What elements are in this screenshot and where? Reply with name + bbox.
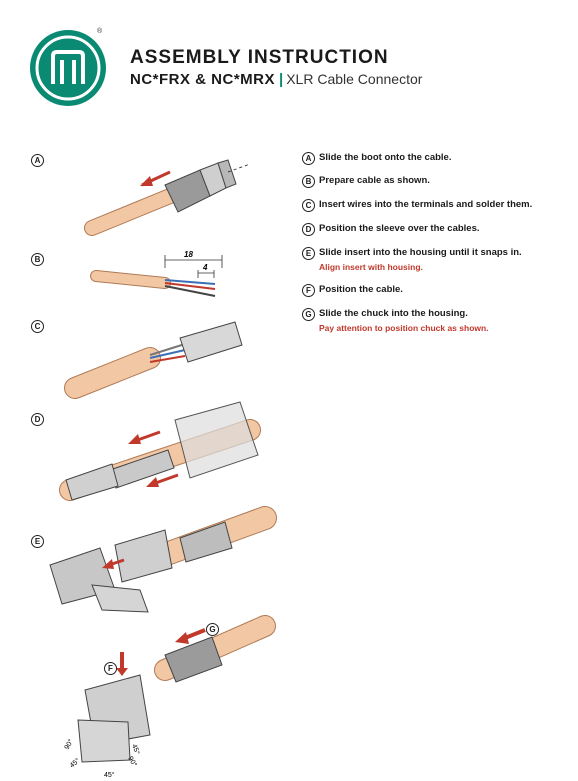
angle-label-1: 90° [63,738,76,751]
angle-label-5: 45° [130,743,141,756]
figure-marker-d: D [31,413,44,426]
registered-mark: ® [97,28,103,35]
model-names: NC*FRX & NC*MRX [130,71,276,88]
step-b [302,175,542,186]
step-marker: C [302,199,315,212]
dim-wire-length: 4 [203,263,208,272]
step-text: Prepare cable as shown. [319,175,430,186]
figure-c-illustration [75,322,242,388]
figure-fg-illustration [63,626,265,779]
step-text: Slide the boot onto the cable. [319,152,452,163]
step-text: Slide the chuck into the housing. [319,308,468,319]
step-marker: G [302,308,315,321]
figure-marker-b: B [31,253,44,266]
figure-e-illustration [50,518,265,612]
step-note: Align insert with housing. [319,262,423,272]
instruction-steps [302,152,542,334]
figure-marker-c: C [31,320,44,333]
step-d [302,223,542,234]
step-a [302,152,542,163]
angle-label-2: 45° [68,757,82,770]
figure-b-illustration [96,250,222,296]
step-marker: E [302,247,315,260]
step-c [302,199,542,210]
callout-f: F [104,662,117,675]
step-text: Slide insert into the housing until it snaps in. [319,247,522,258]
figure-marker-e: E [31,535,44,548]
dim-strip-length: 18 [184,250,193,259]
angle-label-4: 90° [126,755,138,769]
step-text: Position the cable. [319,284,403,295]
step-text: Position the sleeve over the cables. [319,223,480,234]
page-title: ASSEMBLY INSTRUCTION [130,47,389,68]
step-e [302,247,542,273]
step-marker: A [302,152,315,165]
step-marker: F [302,284,315,297]
angle-label-3: 45° [104,772,115,779]
step-marker: B [302,175,315,188]
callout-g: G [206,623,219,636]
product-description: XLR Cable Connector [286,71,423,87]
title-separator: | [279,71,284,88]
step-text: Insert wires into the terminals and solder them. [319,199,533,210]
step-f [302,284,542,295]
figure-d-illustration [66,402,258,500]
step-marker: D [302,223,315,236]
figure-a-illustration [92,160,250,228]
step-note: Pay attention to position chuck as shown. [319,323,489,333]
step-g [302,308,542,334]
figure-marker-a: A [31,154,44,167]
